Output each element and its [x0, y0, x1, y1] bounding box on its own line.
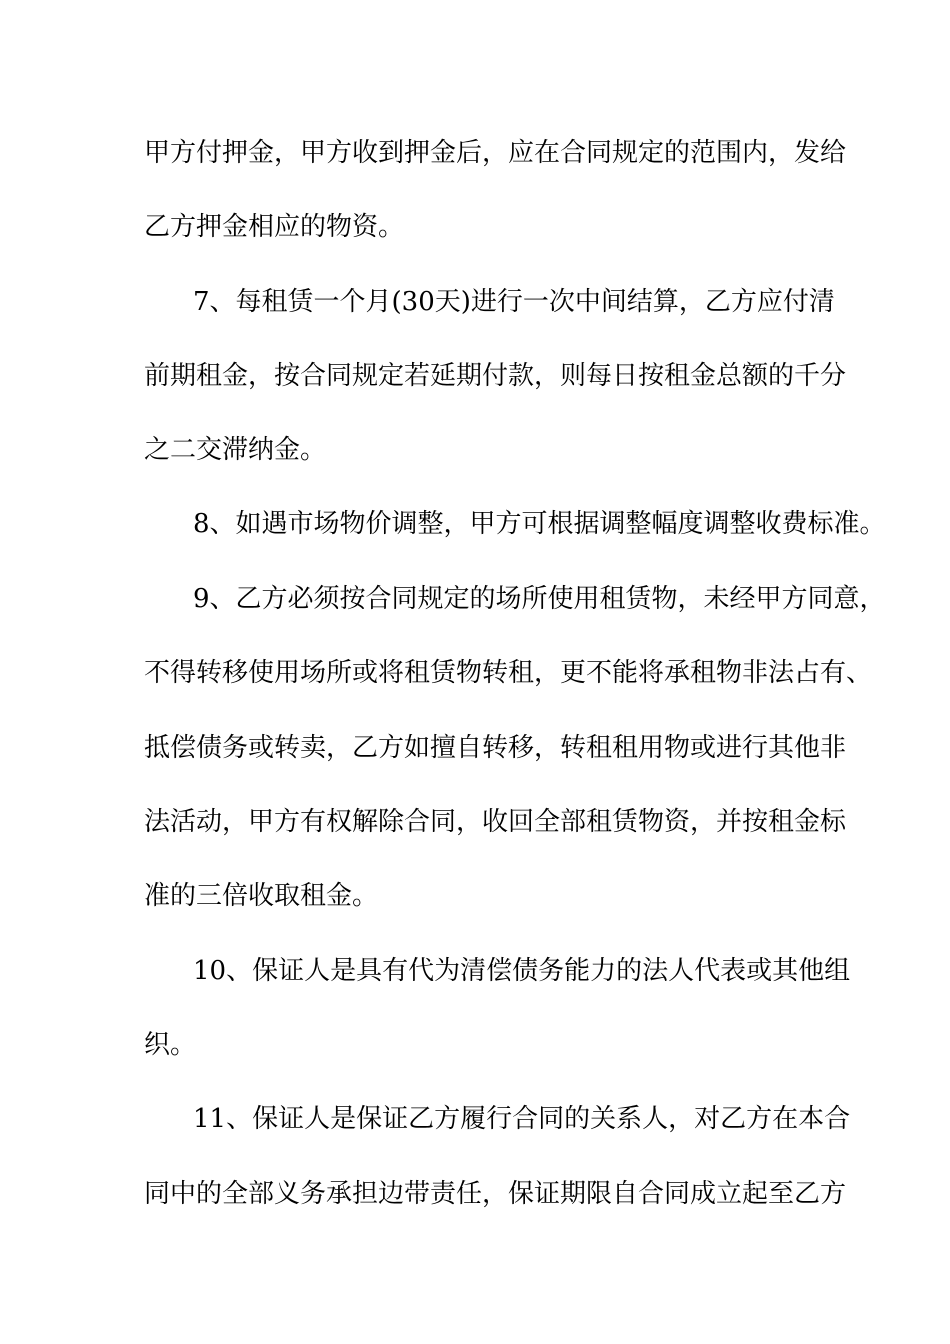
text-line: 不得转移使用场所或将租赁物转租，更不能将承租物非法占有、: [144, 658, 873, 688]
text-line: 同中的全部义务承担边带责任，保证期限自合同成立起至乙方: [144, 1179, 847, 1209]
text-line: 织。: [144, 1030, 197, 1060]
text-line: 乙方押金相应的物资。: [144, 212, 405, 242]
text-line: 前期租金，按合同规定若延期付款，则每日按租金总额的千分: [144, 361, 847, 391]
paragraph-7-start: 7、每租赁一个月(30天)进行一次中间结算，乙方应付清: [193, 287, 835, 317]
text-line: 抵偿债务或转卖，乙方如擅自转移，转租租用物或进行其他非: [144, 733, 847, 763]
paragraph-11-start: 11、保证人是保证乙方履行合同的关系人，对乙方在本合: [193, 1104, 851, 1134]
paragraph-8-start: 8、如遇市场物价调整，甲方可根据调整幅度调整收费标准。: [193, 509, 886, 539]
paragraph-10-start: 10、保证人是具有代为清偿债务能力的法人代表或其他组: [193, 956, 851, 986]
paragraph-9-start: 9、乙方必须按合同规定的场所使用租赁物，未经甲方同意，: [193, 584, 886, 614]
text-line: 法活动，甲方有权解除合同，收回全部租赁物资，并按租金标: [144, 807, 847, 837]
text-line: 甲方付押金，甲方收到押金后，应在合同规定的范围内，发给: [144, 138, 847, 168]
text-line: 准的三倍收取租金。: [144, 881, 379, 911]
text-line: 之二交滞纳金。: [144, 435, 327, 465]
